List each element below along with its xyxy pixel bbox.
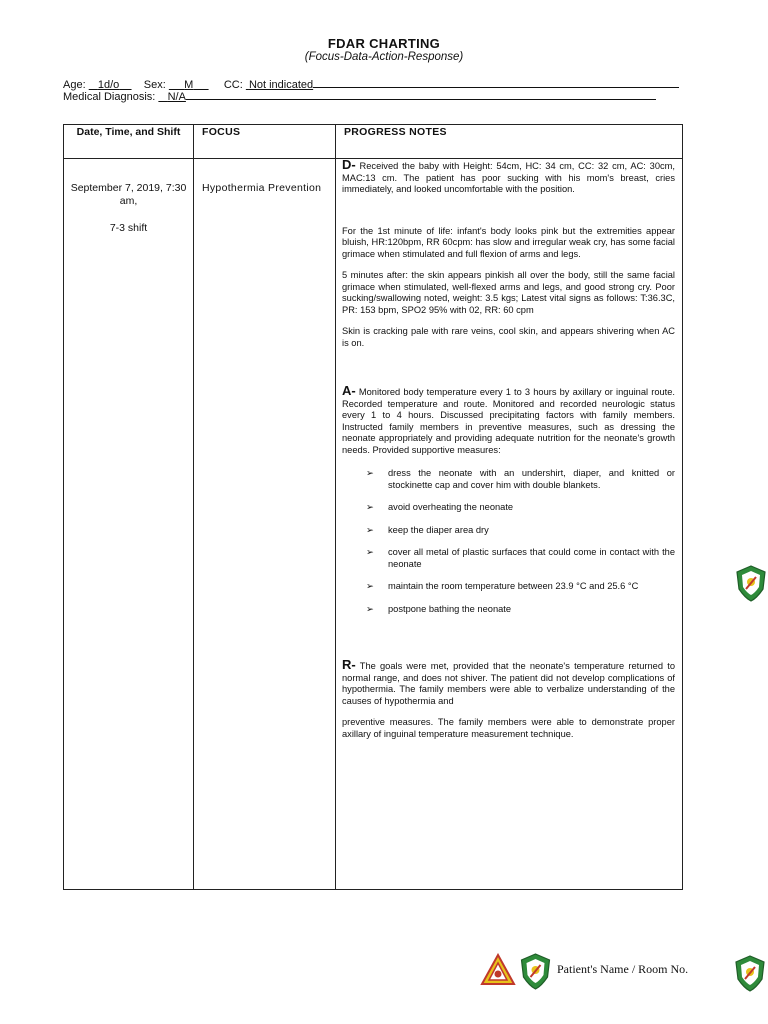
response-section <box>342 659 675 707</box>
list-item: ➢ maintain the room temperature between 23.9 °C and 25.6 °C <box>366 581 639 591</box>
supportive-measures-list <box>342 468 675 615</box>
diagnosis-line <box>63 89 656 103</box>
action-letter: A- <box>342 383 356 398</box>
sex-label: Sex: <box>143 79 166 91</box>
diagnosis-value: N/A <box>167 91 186 103</box>
arrow-bullet-icon: ➢ <box>366 547 374 557</box>
cc-label: CC: <box>223 79 243 91</box>
shift-text: 7-3 shift <box>109 222 148 234</box>
fdar-table <box>63 124 683 890</box>
date-time-text: September 7, 2019, 7:30 am, <box>70 182 187 207</box>
progress-notes-cell <box>336 159 683 890</box>
date-time-cell <box>64 159 194 890</box>
response-letter: R- <box>342 657 356 672</box>
university-logo-icon <box>480 953 516 987</box>
arrow-bullet-icon: ➢ <box>366 581 374 591</box>
arrow-bullet-icon: ➢ <box>366 502 374 512</box>
arrow-bullet-icon: ➢ <box>366 524 374 535</box>
action-section <box>342 385 675 456</box>
document-subtitle: (Focus-Data-Action-Response) <box>304 51 464 63</box>
nursing-seal-icon <box>735 563 768 603</box>
table-row <box>64 159 683 890</box>
diagnosis-underline <box>186 89 656 100</box>
college-seal-icon <box>519 951 553 991</box>
data-first-minute: For the 1st minute of life: infant's body looks pink but the extremities appear bluish, HR:120bpm, RR 60cpm: has slow and irregular weak cry, has some facial grimace when stimulated and full flexion of arms and legs. <box>342 225 675 259</box>
focus-cell <box>194 159 336 890</box>
header-date-time-shift: Date, Time, and Shift <box>64 125 194 159</box>
cc-underline <box>313 77 679 88</box>
sex-value: M <box>184 79 194 91</box>
patient-name-room-label: Patient's Name / Room No. <box>557 962 689 976</box>
data-intro: Received the baby with Height: 54cm, HC: 34 cm, CC: 32 cm, AC: 30cm, MAC:13 cm. The patient has poor sucking with his mom's breast, cries immediately, and looked uncomfortable with the position. <box>342 161 676 194</box>
diagnosis-label: Medical Diagnosis: <box>63 91 156 103</box>
cc-value: Not indicated <box>248 79 314 91</box>
data-letter: D- <box>342 157 356 172</box>
list-item: ➢ cover all metal of plastic surfaces that could come in contact with the neonate <box>366 547 675 569</box>
arrow-bullet-icon: ➢ <box>366 603 374 614</box>
focus-text: Hypothermia Prevention <box>202 182 322 194</box>
response-text-continued: preventive measures. The family members were able to demonstrate proper axillary of inguinal temperature measurement technique. <box>342 717 675 739</box>
age-value: 1d/o <box>97 79 120 91</box>
data-section <box>342 159 675 196</box>
list-item: ➢ keep the diaper area dry <box>366 524 489 535</box>
list-item: ➢ dress the neonate with an undershirt, diaper, and knitted or stockinette cap and cover him with double blankets. <box>366 468 675 490</box>
nursing-seal-footer-icon <box>733 953 768 993</box>
age-label: Age: <box>63 79 86 91</box>
list-item: ➢ avoid overheating the neonate <box>366 502 514 512</box>
data-skin: Skin is cracking pale with rare veins, cool skin, and appears shivering when AC is on. <box>342 326 675 348</box>
list-item: ➢ postpone bathing the neonate <box>366 603 512 614</box>
response-text: The goals were met, provided that the neonate's temperature returned to normal range, and does not shiver. The patient did not develop complications of hypothermia. The family members were able to verbalize understanding of the causes of hypothermia and <box>342 661 675 706</box>
header-focus: FOCUS <box>194 125 336 159</box>
header-progress-notes: PROGRESS NOTES <box>336 125 683 159</box>
arrow-bullet-icon: ➢ <box>366 468 374 478</box>
action-text: Monitored body temperature every 1 to 3 hours by axillary or inguinal route. Recorded temperature and route. Monitored and recorded neurologic status every 1 to 4 hours. Discussed precipitating factors with family members. Instructed family members in preventive measures, such as dressing the neonate appropriately and providing adequate nutrition for the neonate's growth needs. Provided supportive measures: <box>342 387 675 455</box>
data-five-minutes: 5 minutes after: the skin appears pinkish all over the body, still the same facial grimace when stimulated, well-flexed arms and legs, and good strong cry. Poor sucking/swallowing noted, weight: 3.5 kgs; Latest vital signs as follows: T:36.3C, PR: 153 bpm, SPO2 95% with 02, RR: 60 cpm <box>342 270 675 315</box>
document-title: FDAR CHARTING <box>327 36 441 51</box>
table-header-row <box>64 125 683 159</box>
